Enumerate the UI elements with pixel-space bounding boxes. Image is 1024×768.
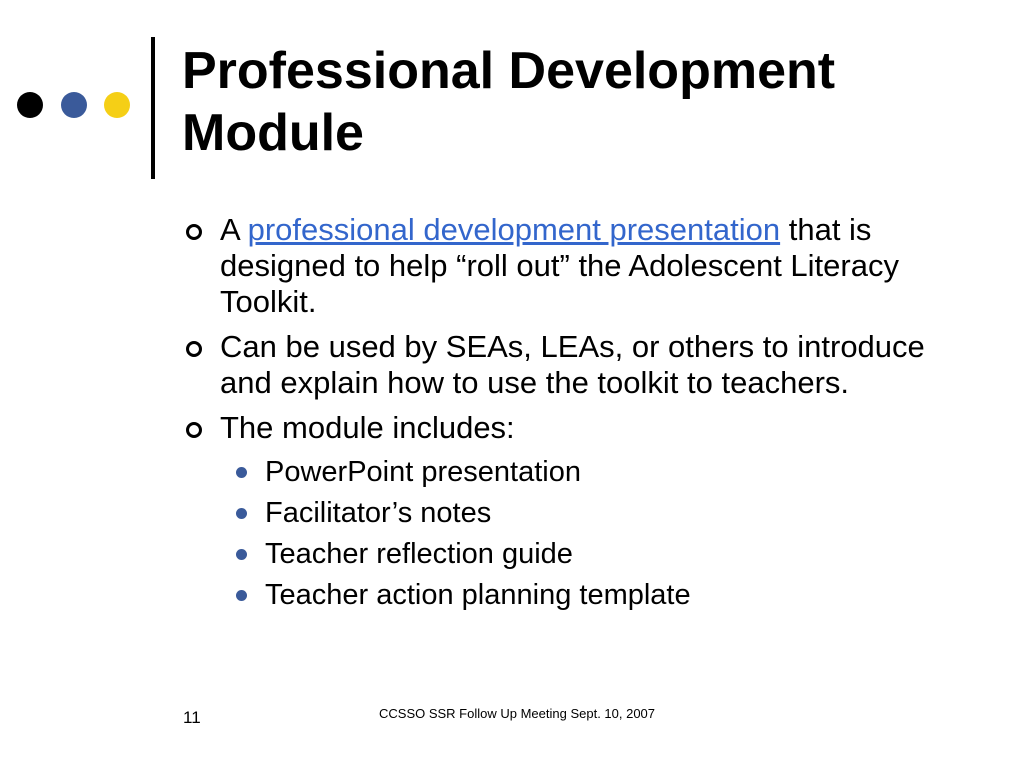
sub-bullet-item [183,455,963,489]
sub-bullet-text: PowerPoint presentation [265,456,581,488]
slide-body [183,212,963,619]
hollow-circle-bullet-icon [186,224,202,240]
hollow-circle-bullet-icon [186,341,202,357]
bullet-text: The module includes: [220,410,515,445]
bullet-text-prefix: A [220,212,248,247]
bullet-item [183,329,963,401]
title-divider [151,37,155,179]
filled-circle-bullet-icon [236,467,247,478]
sub-bullet-item [183,496,963,530]
black-dot-icon [17,92,43,118]
footer-text: CCSSO SSR Follow Up Meeting Sept. 10, 2007 [379,706,656,721]
sub-bullet-item [183,578,963,612]
filled-circle-bullet-icon [236,549,247,560]
yellow-dot-icon [104,92,130,118]
sub-bullet-item [183,537,963,571]
slide-number: 11 [183,708,201,727]
bullet-text-suffix: that is designed to help “roll out” the Adolescent Literacy Toolkit. [220,212,899,319]
slide-title: Professional Development Module [182,42,836,162]
sub-bullet-text: Teacher reflection guide [265,538,573,570]
presentation-link[interactable]: professional development presentation [247,212,781,247]
filled-circle-bullet-icon [236,508,247,519]
bullet-text: Can be used by SEAs, LEAs, or others to introduce and explain how to use the toolkit to teachers. [220,329,925,400]
hollow-circle-bullet-icon [186,422,202,438]
blue-dot-icon [61,92,87,118]
sub-bullet-list [183,455,963,612]
bullet-item [183,212,963,320]
sub-bullet-text: Facilitator’s notes [265,497,492,529]
bullet-item [183,410,963,446]
filled-circle-bullet-icon [236,590,247,601]
sub-bullet-text: Teacher action planning template [265,579,691,611]
